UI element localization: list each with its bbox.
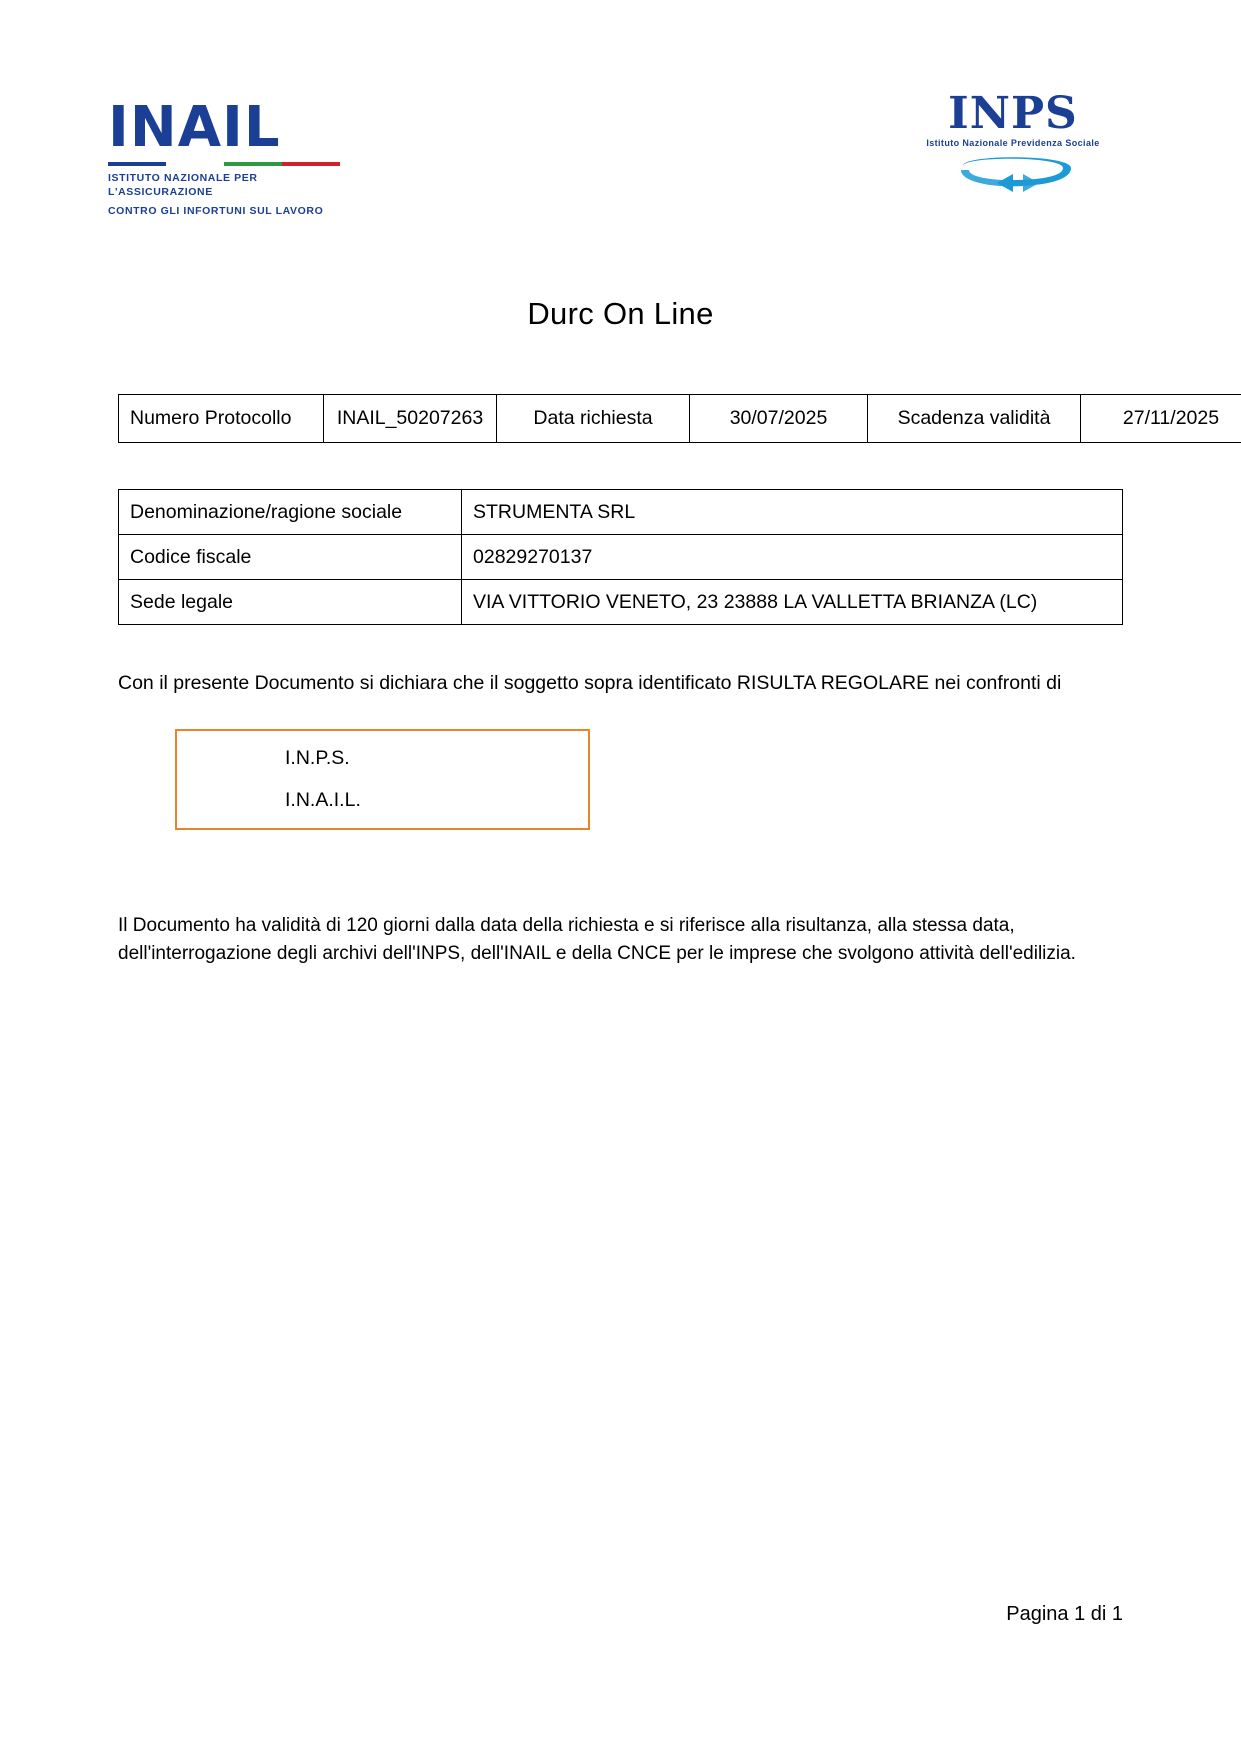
entity-inps: I.N.P.S. <box>285 747 350 769</box>
numero-protocollo-label: Numero Protocollo <box>119 395 324 443</box>
page-number: Pagina 1 di 1 <box>1006 1603 1123 1625</box>
denominazione-value: STRUMENTA SRL <box>462 490 1123 535</box>
inps-subtitle: Istituto Nazionale Previdenza Sociale <box>926 138 1100 148</box>
declaration-text: Con il presente Documento si dichiara che il soggetto sopra identificato RISULTA REGOLARE nei confronti di <box>118 672 1062 694</box>
page-title: Durc On Line <box>527 296 714 331</box>
table-row <box>119 535 1123 580</box>
codice-fiscale-label: Codice fiscale <box>119 535 462 580</box>
inps-logo <box>913 88 1113 196</box>
table-row <box>119 395 1241 443</box>
numero-protocollo-value: INAIL_50207263 <box>324 395 497 443</box>
document-header <box>108 0 1123 218</box>
inail-subtitle-line1: ISTITUTO NAZIONALE PER L'ASSICURAZIONE <box>108 172 258 199</box>
validity-note-line2: dell'interrogazione degli archivi dell'INPS, dell'INAIL e della CNCE per le imprese che svolgono attività dell'edilizia. <box>118 942 1076 964</box>
data-richiesta-label: Data richiesta <box>497 395 690 443</box>
inail-subtitle-line2: CONTRO GLI INFORTUNI SUL LAVORO <box>108 205 324 218</box>
table-row <box>119 580 1123 625</box>
inail-subtitle <box>108 171 358 219</box>
inps-swoosh-icon <box>913 152 1113 196</box>
sede-legale-label: Sede legale <box>119 580 462 625</box>
sede-legale-value: VIA VITTORIO VENETO, 23 23888 LA VALLETTA BRIANZA (LC) <box>462 580 1123 625</box>
inail-tricolor-rule <box>108 162 340 166</box>
entities-box <box>175 729 590 830</box>
validity-note-line1: Il Documento ha validità di 120 giorni dalla data della richiesta e si riferisce alla risultanza, alla stessa data, <box>118 915 1015 936</box>
entity-inail: I.N.A.I.L. <box>285 788 361 811</box>
validity-note <box>118 912 1123 967</box>
denominazione-label: Denominazione/ragione sociale <box>119 490 462 535</box>
scadenza-validita-value: 27/11/2025 <box>1081 395 1241 443</box>
table-row <box>119 490 1123 535</box>
scadenza-validita-label: Scadenza validità <box>868 395 1081 443</box>
codice-fiscale-value: 02829270137 <box>462 535 1123 580</box>
inail-logo <box>108 95 358 219</box>
anagrafica-table <box>118 489 1123 625</box>
data-richiesta-value: 30/07/2025 <box>690 395 868 443</box>
inail-wordmark: INAIL <box>108 95 281 160</box>
protocol-table <box>118 394 1241 443</box>
inps-wordmark: INPS <box>948 88 1078 139</box>
